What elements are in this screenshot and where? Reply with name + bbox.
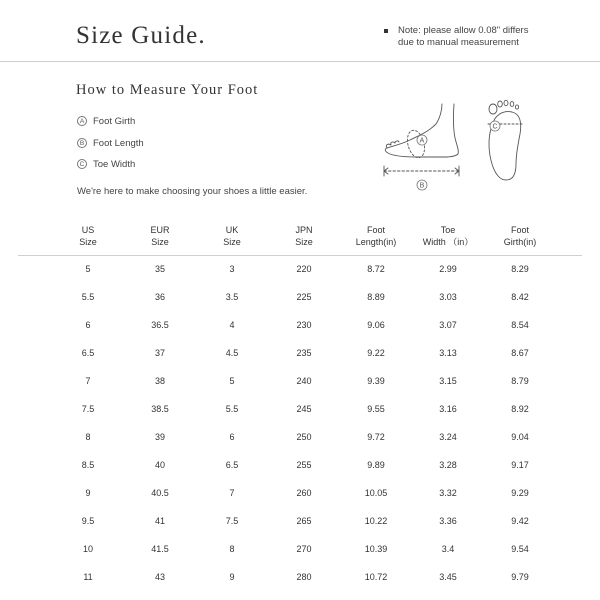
table-cell: 36 [154, 292, 165, 302]
table-cell: 7.5 [225, 516, 239, 526]
legend-label: Foot Length [93, 137, 144, 149]
table-cell: 220 [296, 264, 312, 274]
table-cell: 9.39 [367, 376, 385, 386]
table-cell: 8.89 [367, 292, 385, 302]
table-cell: 8.54 [511, 320, 529, 330]
note-line-1: Note: please allow 0.08" differs [398, 25, 529, 36]
col-us-size: US Size [79, 225, 97, 247]
table-row [52, 507, 556, 535]
circle-b-icon: B [77, 138, 87, 148]
table-cell: 10.05 [364, 488, 388, 498]
table-cell: 9.42 [511, 516, 529, 526]
circle-c-icon: C [77, 159, 87, 169]
table-cell: 3.32 [439, 488, 457, 498]
table-cell: 41.5 [151, 544, 169, 554]
diagram-label-a: A [419, 137, 425, 145]
table-cell: 250 [296, 432, 312, 442]
intro-text: We're here to make choosing your shoes a little easier. [77, 186, 308, 197]
col-foot-girth: Foot Girth(in) [503, 225, 537, 247]
table-cell: 3.36 [439, 516, 457, 526]
table-cell: 265 [296, 516, 312, 526]
table-cell: 37 [154, 348, 165, 358]
table-cell: 3.28 [439, 460, 457, 470]
table-cell: 38.5 [151, 404, 169, 414]
table-cell: 43 [154, 572, 165, 582]
table-cell: 8.5 [81, 460, 95, 470]
table-cell: 9 [229, 572, 235, 582]
table-cell: 260 [296, 488, 312, 498]
table-cell: 5 [85, 264, 91, 274]
diagram-label-c: C [492, 123, 498, 131]
table-cell: 3.03 [439, 292, 457, 302]
table-cell: 10.39 [364, 544, 388, 554]
table-cell: 40 [154, 460, 165, 470]
table-cell: 8 [229, 544, 235, 554]
page-title: Size Guide. [76, 22, 206, 49]
table-cell: 10.22 [364, 516, 388, 526]
col-uk-size: UK Size [223, 225, 241, 247]
table-cell: 9.55 [367, 404, 385, 414]
table-cell: 270 [296, 544, 312, 554]
table-header-row [52, 219, 556, 253]
table-cell: 280 [296, 572, 312, 582]
foot-measurement-diagram [376, 96, 576, 196]
table-cell: 9.54 [511, 544, 529, 554]
table-cell: 9.04 [511, 432, 529, 442]
table-row [52, 479, 556, 507]
table-cell: 6.5 [81, 348, 95, 358]
table-row [52, 283, 556, 311]
table-cell: 240 [296, 376, 312, 386]
table-cell: 235 [296, 348, 312, 358]
table-cell: 9.22 [367, 348, 385, 358]
table-cell: 9.17 [511, 460, 529, 470]
col-eur-size: EUR Size [150, 225, 170, 247]
diagram-label-b: B [419, 182, 425, 190]
table-cell: 39 [154, 432, 165, 442]
col-toe-width: Toe Width （in） [422, 225, 474, 247]
table-cell: 3.16 [439, 404, 457, 414]
table-cell: 6.5 [225, 460, 239, 470]
table-row [52, 255, 556, 283]
foot-side-outline-icon [385, 104, 458, 157]
table-row [52, 311, 556, 339]
table-row [52, 423, 556, 451]
table-cell: 3.45 [439, 572, 457, 582]
table-cell: 8.79 [511, 376, 529, 386]
legend-label: Foot Girth [93, 115, 136, 127]
table-cell: 5 [229, 376, 235, 386]
legend-label: Toe Width [93, 158, 136, 170]
table-cell: 5.5 [225, 404, 239, 414]
table-cell: 7 [85, 376, 91, 386]
table-cell: 3.4 [441, 544, 455, 554]
table-cell: 8.42 [511, 292, 529, 302]
table-cell: 3.5 [225, 292, 239, 302]
legend-foot-girth [77, 115, 135, 127]
table-cell: 245 [296, 404, 312, 414]
table-cell: 3 [229, 264, 235, 274]
table-cell: 9.06 [367, 320, 385, 330]
table-cell: 9.29 [511, 488, 529, 498]
table-cell: 3.24 [439, 432, 457, 442]
table-cell: 6 [229, 432, 235, 442]
legend-toe-width [77, 158, 135, 170]
table-cell: 3.15 [439, 376, 457, 386]
table-cell: 4 [229, 320, 235, 330]
table-row [52, 395, 556, 423]
table-cell: 7 [229, 488, 235, 498]
table-cell: 6 [85, 320, 91, 330]
table-cell: 8.67 [511, 348, 529, 358]
table-cell: 255 [296, 460, 312, 470]
table-row [52, 563, 556, 591]
col-foot-length: Foot Length(in) [355, 225, 397, 247]
table-cell: 41 [154, 516, 165, 526]
table-cell: 35 [154, 264, 165, 274]
table-cell: 11 [83, 572, 93, 582]
legend-foot-length [77, 137, 144, 149]
table-cell: 38 [154, 376, 165, 386]
table-cell: 230 [296, 320, 312, 330]
table-cell: 40.5 [151, 488, 169, 498]
table-cell: 8 [85, 432, 91, 442]
table-cell: 3.07 [439, 320, 457, 330]
table-cell: 10.72 [364, 572, 388, 582]
table-cell: 10 [82, 544, 93, 554]
table-row [52, 339, 556, 367]
measure-section-title: How to Measure Your Foot [76, 82, 259, 98]
table-cell: 5.5 [81, 292, 95, 302]
table-cell: 9.79 [511, 572, 529, 582]
table-cell: 9.89 [367, 460, 385, 470]
table-row [52, 451, 556, 479]
table-cell: 3.13 [439, 348, 457, 358]
table-row [52, 535, 556, 563]
table-cell: 9.72 [367, 432, 385, 442]
table-cell: 7.5 [81, 404, 95, 414]
table-cell: 36.5 [151, 320, 169, 330]
note-line-2: due to manual measurement [398, 37, 519, 48]
table-cell: 9.5 [81, 516, 95, 526]
table-cell: 4.5 [225, 348, 239, 358]
table-cell: 8.29 [511, 264, 529, 274]
header-divider [0, 61, 600, 62]
table-cell: 9 [85, 488, 91, 498]
bullet-icon [384, 29, 388, 33]
size-table [52, 219, 556, 591]
col-jpn-size: JPN Size [295, 225, 313, 247]
table-row [52, 367, 556, 395]
table-cell: 8.72 [367, 264, 385, 274]
table-cell: 2.99 [439, 264, 457, 274]
circle-a-icon: A [77, 116, 87, 126]
table-cell: 8.92 [511, 404, 529, 414]
measurement-note [384, 25, 584, 49]
table-cell: 225 [296, 292, 312, 302]
